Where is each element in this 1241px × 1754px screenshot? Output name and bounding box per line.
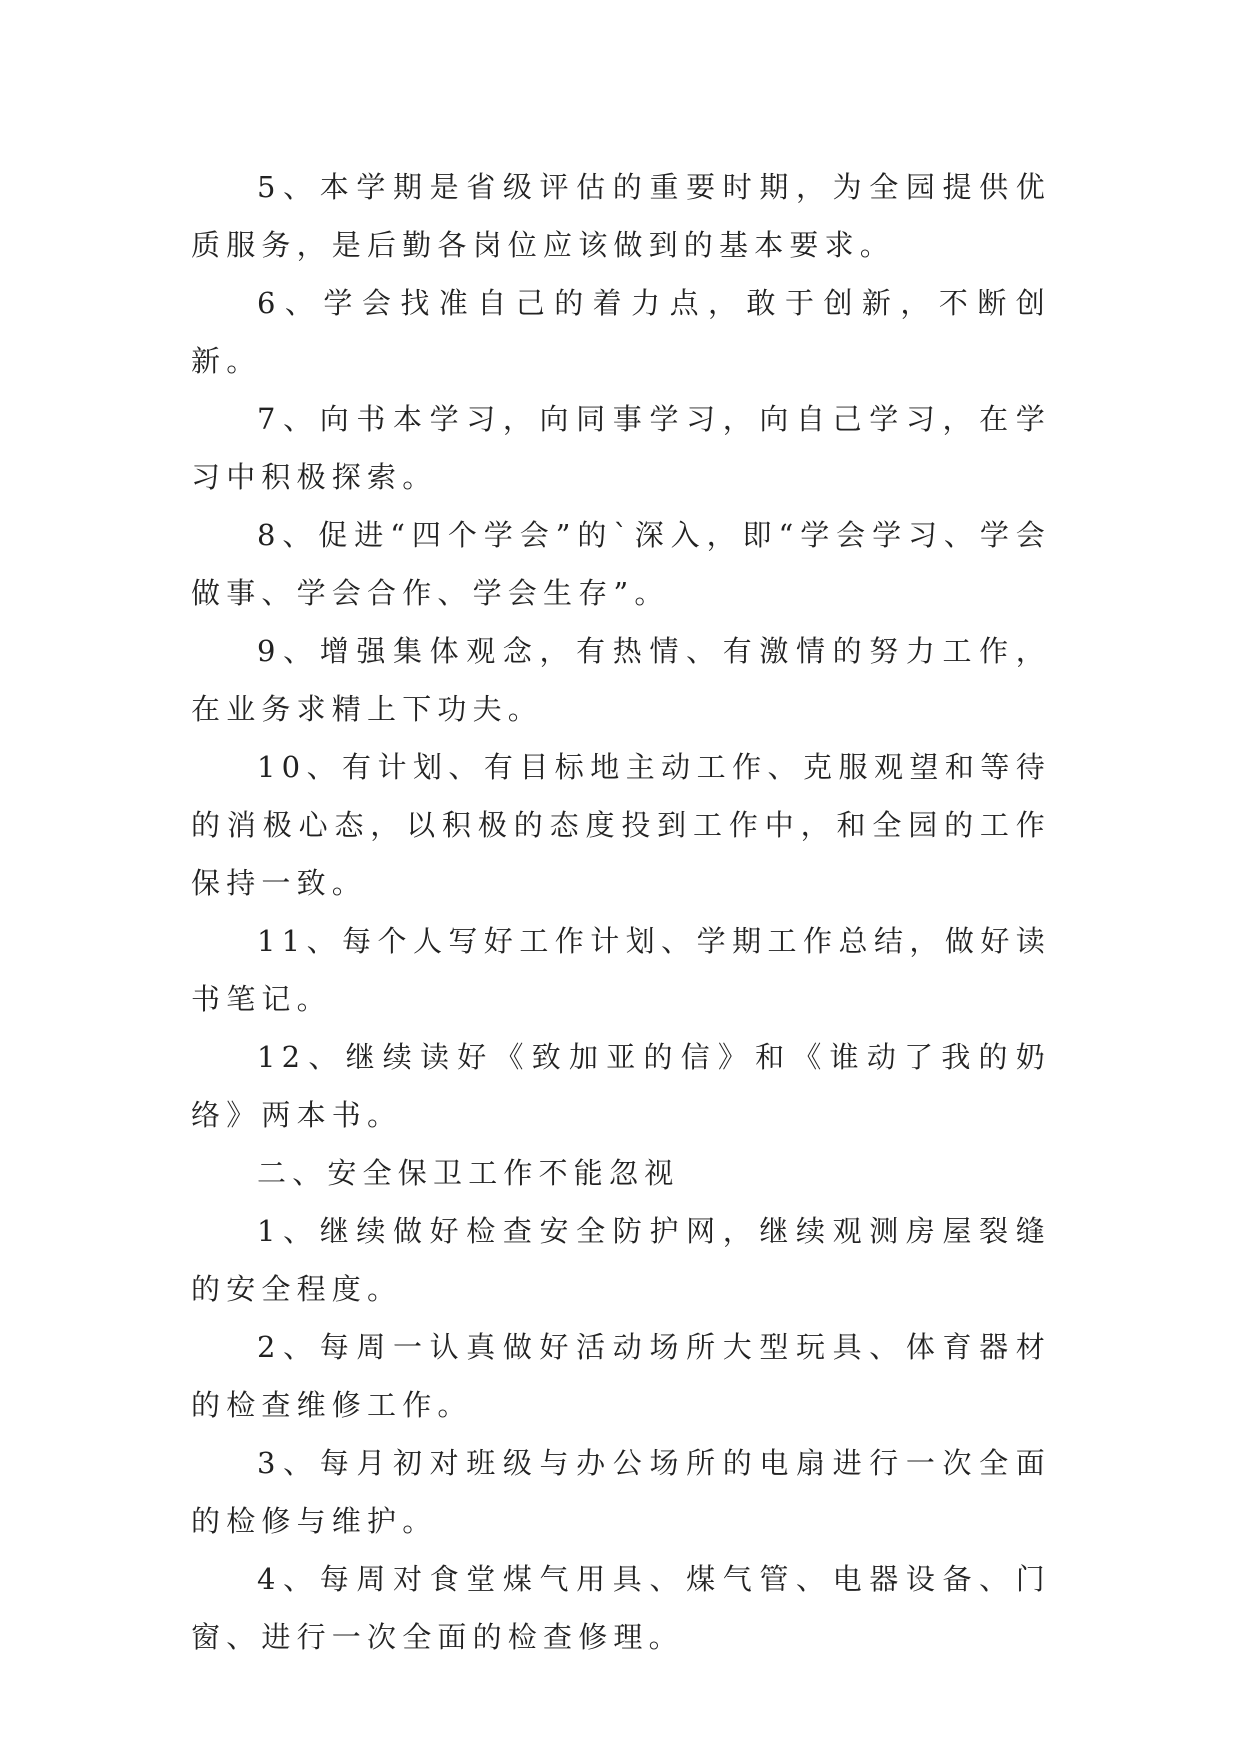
paragraph-item-12: 12、继续读好《致加亚的信》和《谁动了我的奶络》两本书。 — [191, 1040, 1051, 1132]
section-heading-safety: 二、安全保卫工作不能忽视 — [257, 1156, 680, 1190]
document-body — [191, 158, 1051, 1666]
paragraph-safety-4: 4、每周对食堂煤气用具、煤气管、电器设备、门窗、进行一次全面的检查修理。 — [191, 1562, 1051, 1654]
paragraph-safety-3: 3、每月初对班级与办公场所的电扇进行一次全面的检修与维护。 — [191, 1446, 1051, 1538]
paragraph-item-8: 8、促进“四个学会”的`深入，即“学会学习、学会做事、学会合作、学会生存”。 — [191, 518, 1051, 610]
paragraph-item-11: 11、每个人写好工作计划、学期工作总结，做好读书笔记。 — [191, 924, 1051, 1016]
paragraph-safety-2: 2、每周一认真做好活动场所大型玩具、体育器材的检查维修工作。 — [191, 1330, 1051, 1422]
paragraph-safety-1: 1、继续做好检查安全防护网，继续观测房屋裂缝的安全程度。 — [191, 1214, 1051, 1306]
paragraph-item-9: 9、增强集体观念，有热情、有激情的努力工作，在业务求精上下功夫。 — [191, 634, 1051, 726]
paragraph-item-5: 5、本学期是省级评估的重要时期，为全园提供优质服务，是后勤各岗位应该做到的基本要求。 — [191, 170, 1051, 262]
paragraph-item-6: 6、学会找准自己的着力点，敢于创新，不断创新。 — [191, 286, 1051, 378]
paragraph-item-10: 10、有计划、有目标地主动工作、克服观望和等待的消极心态，以积极的态度投到工作中，和全园的工作保持一致。 — [191, 750, 1051, 900]
paragraph-item-7: 7、向书本学习，向同事学习，向自己学习，在学习中积极探索。 — [191, 402, 1051, 494]
